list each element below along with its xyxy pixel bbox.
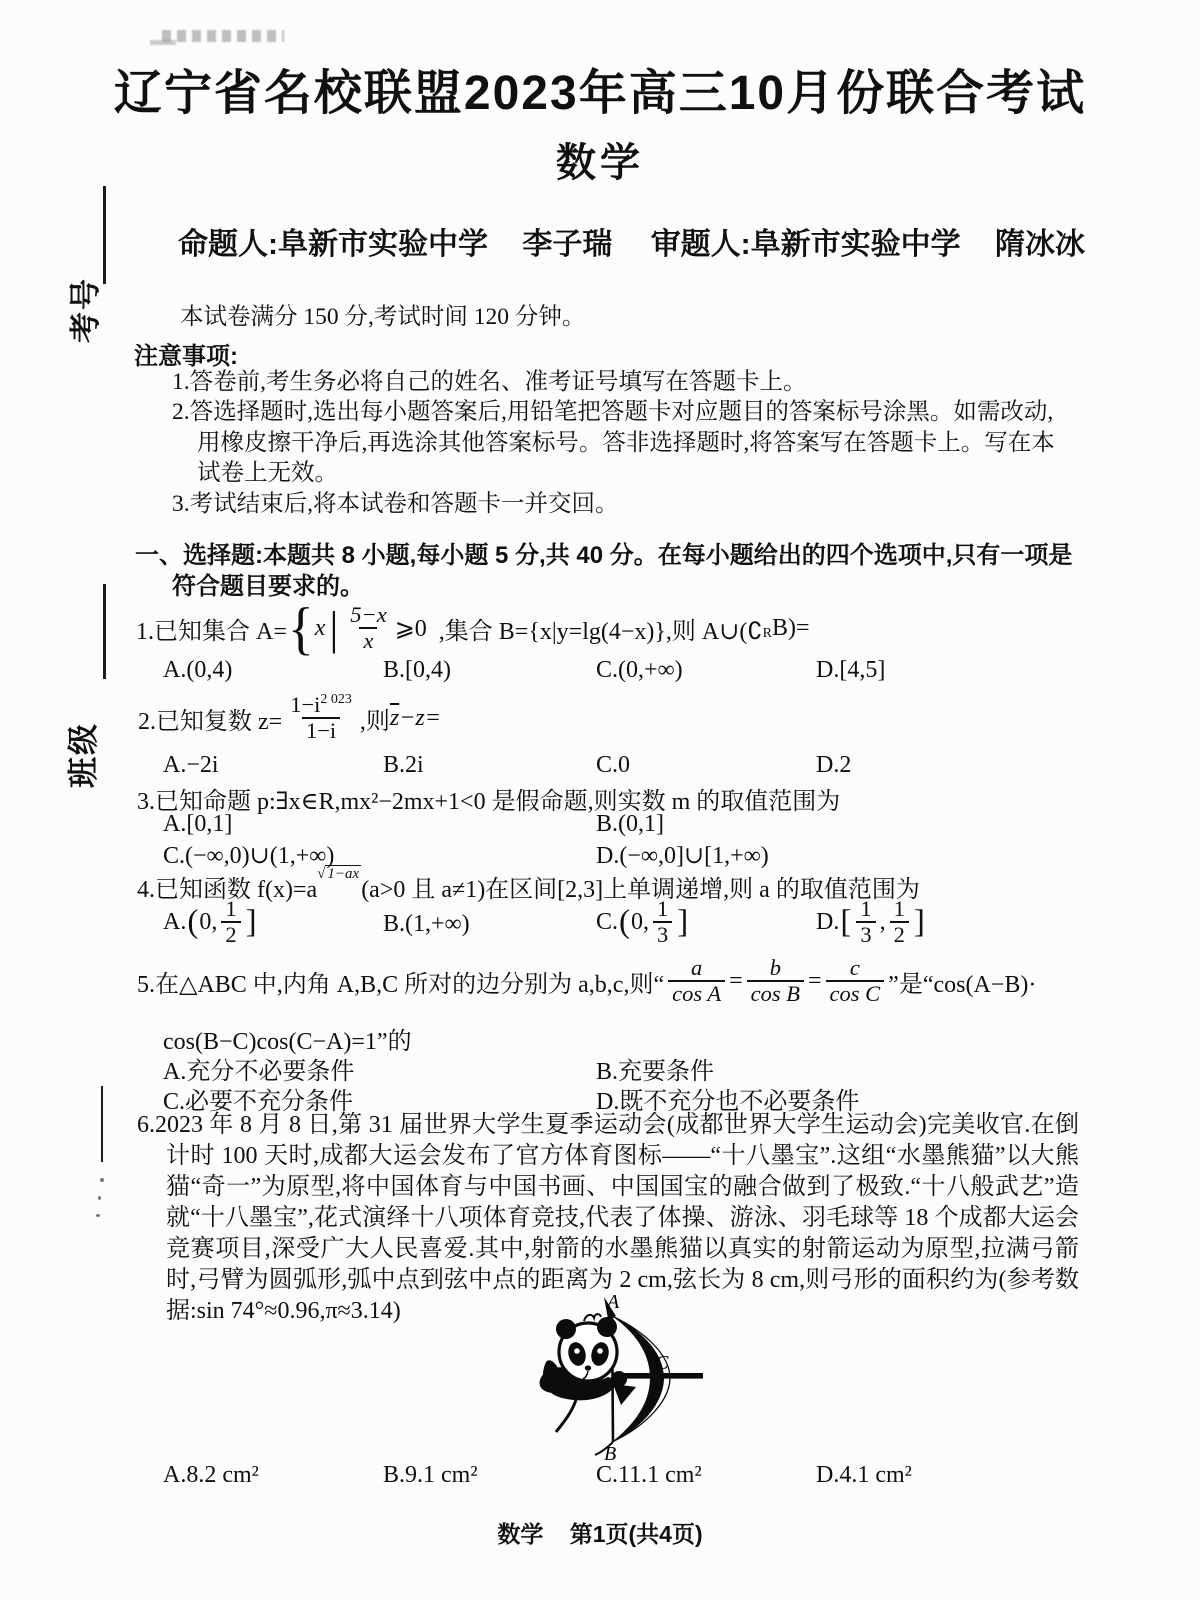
panda-archer-figure — [500, 1284, 715, 1466]
option-a: A.[0,1] — [163, 811, 233, 837]
equals: = — [729, 967, 743, 994]
q4-options-row — [0, 897, 1200, 955]
q6-options-row — [0, 1462, 1200, 1502]
notice-item-1: 1.答卷前,考生务必将自己的姓名、准考证号填写在答题卡上。 — [172, 369, 807, 395]
q5-stem-line-2: cos(B−C)cos(C−A)=1”的 — [163, 1029, 412, 1055]
exam-no-label: 考号 — [67, 277, 103, 343]
exam-summary: 本试卷满分 150 分,考试时间 120 分钟。 — [180, 304, 586, 330]
setter-name: 李子瑞 — [522, 228, 613, 261]
question-3-stem: 3.已知命题 p:∃x∈R,mx²−2mx+1<0 是假命题,则实数 m 的取值范围为 — [137, 789, 841, 815]
notice-item-2: 2.答选择题时,选出每小题答案后,用铅笔把答题卡对应题目的答案标号涂黑。如需改动,用橡皮擦干净后,再选涂其他答案标号。答非选择题时,将答案写在答题卡上。写在本试卷上无效。 — [172, 399, 1055, 486]
figure-label-b: B — [604, 1443, 617, 1465]
q5-frac-2: $\frac{b}{\text{cos B}}$ — [747, 956, 804, 1007]
option-d: D.(−∞,0]∪[1,+∞) — [596, 843, 769, 869]
option-b: B.[0,4) — [383, 657, 451, 683]
option-c: C.0 — [596, 752, 631, 778]
option-d: D. [ $\frac{1}{3}$ , $\frac{1}{2}$ ] — [816, 896, 925, 948]
q5-frac-3: $\frac{c}{\text{cos C}}$ — [826, 956, 885, 1007]
panda-leg — [556, 1400, 576, 1432]
print-speck — [96, 1214, 100, 1217]
notice-item-3: 3.考试结束后,将本试卷和答题卡一并交回。 — [172, 491, 619, 517]
class-label: 班级 — [65, 722, 101, 788]
figure-label-a: A — [607, 1291, 620, 1313]
panda-ear-left — [556, 1319, 576, 1339]
q1-text-end: B)= — [771, 614, 810, 641]
page-title: 辽宁省名校联盟2023年高三10月份联合考试 — [113, 67, 1087, 120]
panda-ear-right — [597, 1317, 617, 1337]
equals: = — [808, 967, 822, 994]
panda-tuft — [584, 1314, 601, 1321]
question-5-stem — [137, 953, 1036, 1009]
question-1-stem — [136, 595, 810, 661]
option-b: B.9.1 cm² — [383, 1462, 478, 1488]
option-c: C.11.1 cm² — [596, 1462, 702, 1488]
panda-eye-right — [597, 1348, 603, 1354]
reviewer-name: 隋冰冰 — [995, 228, 1086, 261]
option-c: C.(−∞,0)∪(1,+∞) — [163, 843, 335, 869]
print-speck — [100, 1178, 104, 1182]
authors-line — [178, 219, 1085, 263]
q2-fraction: $\frac{1-i^{2 023}}{1-i}$ — [290, 691, 352, 743]
q2-text-end: −z= — [399, 704, 441, 731]
q6-text: 2023 年 8 月 8 日,第 31 届世界大学生夏季运动会(成都世界大学生运动会)完美收官.在倒计时 100 天时,成都大运会发布了官方体育图标——“十八墨宝”.这组“水墨熊猫”以大熊猫“奇一”为原型,将中国体育与中国书画、中国国宝的融合做到了极致.“十八般武艺”造就“十八墨宝”,花式演绎十八项体育竞技,代表了体操、游泳、羽毛球等 18 个成都大运会竞赛项目,深受广大人民喜爱.其中,射箭的水墨熊猫以真实的射箭运动为原型,拉满弓箭时,弓臂为圆弧形,弧中点到弦中点的距离为 2 cm,弦长为 8 cm,则弓形的面积约为(参考数据:sin 74°≈0.96,π≈3.14) — [155, 1112, 1079, 1324]
option-a: A.(0,4) — [163, 657, 233, 683]
option-c: C.(0,+∞) — [596, 657, 683, 683]
q2-conjugate: $\overline{z}$ — [389, 704, 400, 731]
option-a: A.充分不必要条件 — [163, 1059, 355, 1085]
left-brace: { — [287, 595, 314, 661]
subject-title: 数学 — [556, 141, 644, 185]
panda-arm-lower — [613, 1384, 636, 1405]
q1-complement-sub: R — [762, 626, 772, 641]
q2-text-mid: ,则 — [359, 708, 390, 735]
q2-exponent: 2 023 — [320, 691, 352, 707]
panda-eye-left — [574, 1348, 580, 1354]
option-d: D.4.1 cm² — [816, 1462, 912, 1488]
q1-fraction: $\frac{5-x}{x}$ — [350, 601, 387, 653]
option-c: C. ( 0, $\frac{1}{3}$ ] — [596, 896, 689, 948]
print-artifact — [150, 40, 176, 45]
option-a: A. ( 0, $\frac{1}{2}$ ] — [163, 896, 257, 948]
option-b: B.(1,+∞) — [383, 911, 470, 937]
q1-text-mid: ,集合 B={x|y=lg(4−x)},则 A∪(∁ — [438, 618, 763, 645]
q4-text-end: (a>0 且 a≠1)在区间[2,3]上单调递增,则 a 的取值范围为 — [361, 876, 920, 903]
setter-label: 命题人:阜新市实验中学 — [178, 228, 488, 261]
q1-geq: ⩾0 — [394, 615, 427, 642]
q1-text: 1.已知集合 A= — [136, 618, 287, 645]
panda-nose — [585, 1365, 591, 1370]
q6-number: 6. — [137, 1112, 155, 1138]
q2-text: 2.已知复数 z= — [138, 708, 283, 735]
q5-text: 5.在△ABC 中,内角 A,B,C 所对的边分别为 a,b,c,则“ — [137, 971, 665, 998]
option-c: C.必要不充分条件 — [163, 1089, 354, 1115]
q5-text-after: ”是“cos(A−B)· — [888, 971, 1037, 998]
notice-title: 注意事项: — [134, 343, 238, 370]
print-artifact — [162, 30, 284, 42]
q1-var: x — [314, 614, 326, 641]
page-footer — [0, 1516, 1200, 1549]
option-a: A.8.2 cm² — [163, 1462, 259, 1488]
option-b: B.2i — [383, 752, 424, 778]
q4-radical-exponent: √ 1−ax — [317, 865, 360, 882]
option-d: D.[4,5] — [816, 657, 886, 683]
option-b: B.(0,1] — [596, 811, 664, 837]
q4-text: 4.已知函数 f(x)=a — [137, 876, 318, 903]
section-heading: 一、选择题:本题共 8 小题,每小题 5 分,共 40 分。在每小题给出的四个选项中,只有一项是符合题目要求的。 — [135, 542, 1073, 600]
option-d: D.2 — [816, 752, 852, 778]
print-speck — [98, 1196, 101, 1200]
footer-subject: 数学 — [497, 1521, 544, 1547]
option-b: B.充要条件 — [596, 1059, 715, 1085]
reviewer-label: 审题人:阜新市实验中学 — [650, 228, 961, 261]
footer-page-number: 第1页(共4页) — [569, 1521, 703, 1547]
option-a: A.−2i — [163, 752, 219, 778]
q5-frac-1: $\frac{a}{\text{cos A}}$ — [668, 956, 725, 1007]
exam-no-blank-line — [103, 186, 106, 284]
figure-label-c: C — [655, 1352, 669, 1374]
question-2-stem — [138, 689, 441, 747]
option-d: D.既不充分也不必要条件 — [596, 1089, 860, 1115]
set-bar: | — [329, 602, 339, 654]
